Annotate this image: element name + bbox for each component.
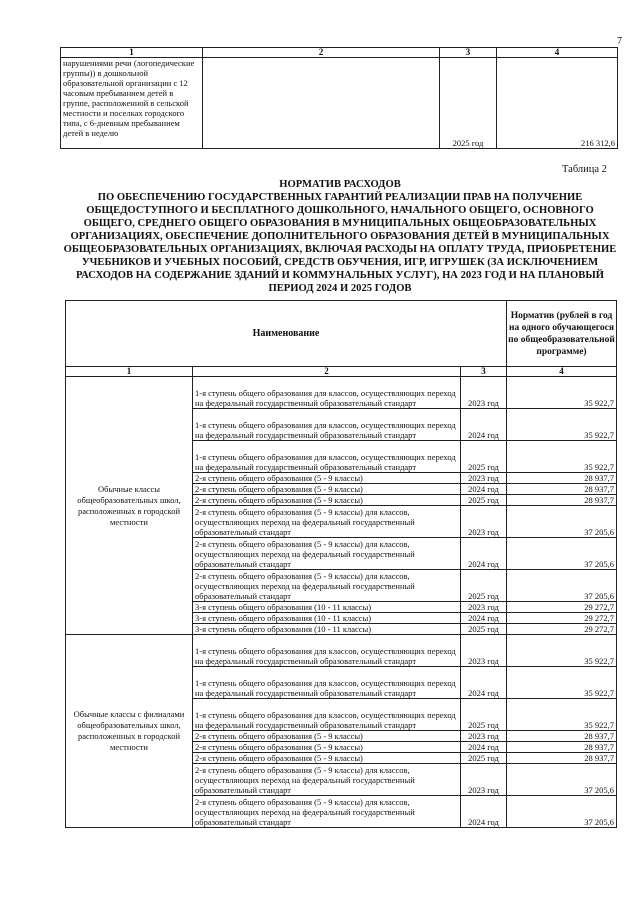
- table-header-row: [66, 301, 617, 367]
- col-num-3: 3: [461, 367, 507, 377]
- row-text: 1-я ступень общего образования для классов, осуществляющих переход на федеральный государственный образовательный стандарт: [193, 409, 461, 441]
- row-year: 2023 год: [461, 635, 507, 667]
- row-value: 28 937,7: [507, 753, 617, 764]
- row-value: 28 937,7: [507, 731, 617, 742]
- row-value: 37 205,6: [507, 570, 617, 602]
- col-num-1: 1: [66, 367, 193, 377]
- row-value: 37 205,6: [507, 538, 617, 570]
- row-year: 2024 год: [461, 409, 507, 441]
- row-text: 1-я ступень общего образования для классов, осуществляющих переход на федеральный государственный образовательный стандарт: [193, 699, 461, 731]
- row-text: 3-я ступень общего образования (10 - 11 классы): [193, 624, 461, 635]
- top-col-4: 4: [497, 48, 618, 58]
- row-text: 1-я ступень общего образования для классов, осуществляющих переход на федеральный государственный образовательный стандарт: [193, 667, 461, 699]
- row-text: 2-я ступень общего образования (5 - 9 классы) для классов, осуществляющих переход на федеральный государственный образовательный стандарт: [193, 506, 461, 538]
- row-value: 37 205,6: [507, 796, 617, 828]
- row-text: 2-я ступень общего образования (5 - 9 классы) для классов, осуществляющих переход на федеральный государственный образовательный стандарт: [193, 764, 461, 796]
- row-value: 28 937,7: [507, 473, 617, 484]
- row-value: 35 922,7: [507, 635, 617, 667]
- group-name: Обычные классы общеобразовательных школ, расположенных в городской местности: [66, 377, 193, 635]
- row-year: 2024 год: [461, 484, 507, 495]
- row-value: 35 922,7: [507, 441, 617, 473]
- row-value: 37 205,6: [507, 764, 617, 796]
- row-text: 2-я ступень общего образования (5 - 9 классы) для классов, осуществляющих переход на федеральный государственный образовательный стандарт: [193, 570, 461, 602]
- table-row: [66, 377, 617, 409]
- row-value: 29 272,7: [507, 624, 617, 635]
- row-text: 2-я ступень общего образования (5 - 9 классы): [193, 473, 461, 484]
- col-num-2: 2: [193, 367, 461, 377]
- norm-table: [65, 300, 617, 828]
- table-row: [61, 58, 618, 149]
- row-year: 2023 год: [461, 377, 507, 409]
- row-value: 35 922,7: [507, 699, 617, 731]
- row-value: 28 937,7: [507, 495, 617, 506]
- title-body: ПО ОБЕСПЕЧЕНИЮ ГОСУДАРСТВЕННЫХ ГАРАНТИЙ РЕАЛИЗАЦИИ ПРАВ НА ПОЛУЧЕНИЕ ОБЩЕДОСТУПНОГО И БЕСПЛАТНОГО ДОШКОЛЬНОГО, НАЧАЛЬНОГО ОБЩЕГО, ОСНОВНОГО ОБЩЕГО, СРЕДНЕГО ОБЩЕГО ОБРАЗОВАНИЯ В МУНИЦИПАЛЬНЫХ ОБЩЕОБРАЗОВАТЕЛЬНЫХ ОРГАНИЗАЦИЯХ, ОБЕСПЕЧЕНИЕ ДОПОЛНИТЕЛЬНОГО ОБРАЗОВАНИЯ ДЕТЕЙ В МУНИЦИПАЛЬНЫХ ОБЩЕОБРАЗОВАТЕЛЬНЫХ ОРГАНИЗАЦИЯХ, ВКЛЮЧАЯ РАСХОДЫ НА ОПЛАТУ ТРУДА, ПРИОБРЕТЕНИЕ УЧЕБНИКОВ И УЧЕБНЫХ ПОСОБИЙ, СРЕДСТВ ОБУЧЕНИЯ, ИГР, ИГРУШЕК (ЗА ИСКЛЮЧЕНИЕМ РАСХОДОВ НА СОДЕРЖАНИЕ ЗДАНИЙ И КОММУНАЛЬНЫХ УСЛУГ), НА 2023 ГОД И НА ПЛАНОВЫЙ ПЕРИОД 2024 И 2025 ГОДОВ: [63, 192, 617, 294]
- row-year: 2024 год: [461, 796, 507, 828]
- top-col-2: 2: [203, 48, 440, 58]
- row-year: 2024 год: [461, 538, 507, 570]
- row-text: 2-я ступень общего образования (5 - 9 классы): [193, 495, 461, 506]
- row-year: 2023 год: [461, 602, 507, 613]
- top-row-text: нарушениями речи (логопедические группы)) в дошкольной образовательной организации с 12 часовым пребыванием детей в группе, расположенной в сельской местности и поселках городского типа, с 6-дневным пребыванием детей в неделю: [61, 58, 203, 149]
- col-num-4: 4: [507, 367, 617, 377]
- row-year: 2025 год: [461, 570, 507, 602]
- row-text: 2-я ступень общего образования (5 - 9 классы): [193, 731, 461, 742]
- table-body: [66, 377, 617, 828]
- row-value: 35 922,7: [507, 667, 617, 699]
- group-name: Обычные классы с филиалами общеобразовательных школ, расположенных в городской местности: [66, 635, 193, 828]
- row-year: 2025 год: [461, 753, 507, 764]
- top-row-year: 2025 год: [440, 58, 497, 149]
- row-text: 3-я ступень общего образования (10 - 11 классы): [193, 613, 461, 624]
- row-value: 37 205,6: [507, 506, 617, 538]
- row-year: 2023 год: [461, 731, 507, 742]
- row-year: 2025 год: [461, 441, 507, 473]
- row-text: 2-я ступень общего образования (5 - 9 классы) для классов, осуществляющих переход на федеральный государственный образовательный стандарт: [193, 538, 461, 570]
- row-year: 2023 год: [461, 764, 507, 796]
- row-text: 2-я ступень общего образования (5 - 9 классы): [193, 484, 461, 495]
- header-norm: Норматив (рублей в год на одного обучающегося по общеобразовательной программе): [507, 301, 617, 367]
- row-year: 2024 год: [461, 667, 507, 699]
- top-table-header-row: [61, 48, 618, 58]
- top-col-3: 3: [440, 48, 497, 58]
- top-col-1: 1: [61, 48, 203, 58]
- top-row-value: 216 312,6: [497, 58, 618, 149]
- top-table: [60, 47, 618, 149]
- row-text: 2-я ступень общего образования (5 - 9 классы) для классов, осуществляющих переход на федеральный государственный образовательный стандарт: [193, 796, 461, 828]
- row-value: 35 922,7: [507, 377, 617, 409]
- table-label: Таблица 2: [562, 164, 607, 175]
- row-year: 2024 год: [461, 742, 507, 753]
- row-text: 1-я ступень общего образования для классов, осуществляющих переход на федеральный государственный образовательный стандарт: [193, 441, 461, 473]
- row-text: 1-я ступень общего образования для классов, осуществляющих переход на федеральный государственный образовательный стандарт: [193, 635, 461, 667]
- row-text: 2-я ступень общего образования (5 - 9 классы): [193, 753, 461, 764]
- row-year: 2025 год: [461, 624, 507, 635]
- row-year: 2025 год: [461, 495, 507, 506]
- row-year: 2025 год: [461, 699, 507, 731]
- page-number: 7: [617, 36, 622, 47]
- header-name: Наименование: [66, 301, 507, 367]
- row-year: 2023 год: [461, 473, 507, 484]
- row-value: 35 922,7: [507, 409, 617, 441]
- row-value: 28 937,7: [507, 484, 617, 495]
- row-year: 2023 год: [461, 506, 507, 538]
- title-line: НОРМАТИВ РАСХОДОВ: [279, 179, 401, 190]
- table-row: [66, 635, 617, 667]
- row-value: 29 272,7: [507, 613, 617, 624]
- column-numbers-row: [66, 367, 617, 377]
- top-row-empty: [203, 58, 440, 149]
- page-title: [60, 178, 620, 295]
- row-year: 2024 год: [461, 613, 507, 624]
- row-text: 2-я ступень общего образования (5 - 9 классы): [193, 742, 461, 753]
- row-text: 1-я ступень общего образования для классов, осуществляющих переход на федеральный государственный образовательный стандарт: [193, 377, 461, 409]
- row-value: 28 937,7: [507, 742, 617, 753]
- row-text: 3-я ступень общего образования (10 - 11 классы): [193, 602, 461, 613]
- row-value: 29 272,7: [507, 602, 617, 613]
